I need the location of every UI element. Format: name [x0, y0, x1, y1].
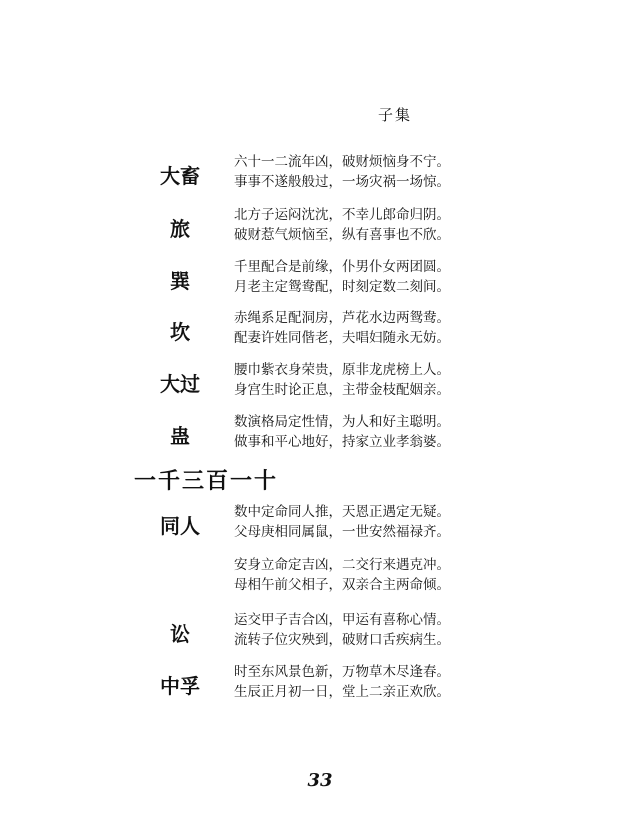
verse-lines — [234, 610, 450, 650]
section-title: 一千三百一十 — [134, 468, 279, 494]
verse-line: 数演格局定性情，为人和好主聪明。 — [234, 414, 450, 430]
verse-lines — [234, 412, 450, 452]
verse-line: 流转子位灾殃到，破财口舌疾病生。 — [234, 632, 450, 648]
verse-line: 赤绳系足配洞房，芦花水边两鸳鸯。 — [234, 310, 450, 326]
hexagram-label: 巽 — [170, 269, 190, 293]
hexagram-label: 蛊 — [170, 424, 190, 448]
verse-line: 千里配合是前缘，仆男仆女两团圆。 — [234, 259, 450, 275]
verse-line: 运交甲子吉合凶，甲运有喜称心情。 — [234, 612, 450, 628]
verse-lines — [234, 257, 450, 297]
verse-lines — [234, 152, 450, 192]
verse-line: 事事不遂般般过，一场灾祸一场惊。 — [234, 174, 450, 190]
hexagram-label: 大过 — [160, 372, 200, 396]
hexagram-label: 讼 — [170, 622, 190, 646]
verse-line: 安身立命定吉凶，二交行来遇克冲。 — [234, 557, 450, 573]
verse-lines — [234, 205, 450, 245]
page-header: 子集 — [378, 106, 413, 124]
verse-line: 六十一二流年凶，破财烦恼身不宁。 — [234, 154, 450, 170]
hexagram-label: 同人 — [160, 514, 200, 538]
verse-line: 父母庚相同属鼠，一世安然福禄齐。 — [234, 524, 450, 540]
verse-line: 破财惹气烦恼至，纵有喜事也不欣。 — [234, 227, 450, 243]
verse-line: 数中定命同人推，天恩正遇定无疑。 — [234, 504, 450, 520]
verse-lines — [234, 502, 450, 542]
verse-lines — [234, 308, 450, 348]
hexagram-label: 旅 — [170, 217, 190, 241]
verse-lines — [234, 555, 450, 595]
verse-line: 北方子运闷沈沈，不幸儿郎命归阴。 — [234, 207, 450, 223]
verse-line: 做事和平心地好，持家立业孝翁婆。 — [234, 434, 450, 450]
verse-line: 身宫生时论正息，主带金枝配姻亲。 — [234, 382, 450, 398]
hexagram-label: 坎 — [170, 320, 190, 344]
verse-line: 时至东风景色新，万物草木尽逢春。 — [234, 664, 450, 680]
hexagram-label: 大畜 — [160, 164, 200, 188]
page-number: 33 — [307, 770, 333, 791]
verse-line: 月老主定鸳鸯配，时刻定数二刻间。 — [234, 279, 450, 295]
verse-line: 腰巾紫衣身荣贵，原非龙虎榜上人。 — [234, 362, 450, 378]
verse-lines — [234, 662, 450, 702]
verse-line: 配妻许姓同偕老，夫唱妇随永无妨。 — [234, 330, 450, 346]
verse-line: 生辰正月初一日，堂上二亲正欢欣。 — [234, 684, 450, 700]
verse-lines — [234, 360, 450, 400]
verse-line: 母相午前父相子，双亲合主两命倾。 — [234, 577, 450, 593]
hexagram-label: 中孚 — [160, 674, 200, 698]
